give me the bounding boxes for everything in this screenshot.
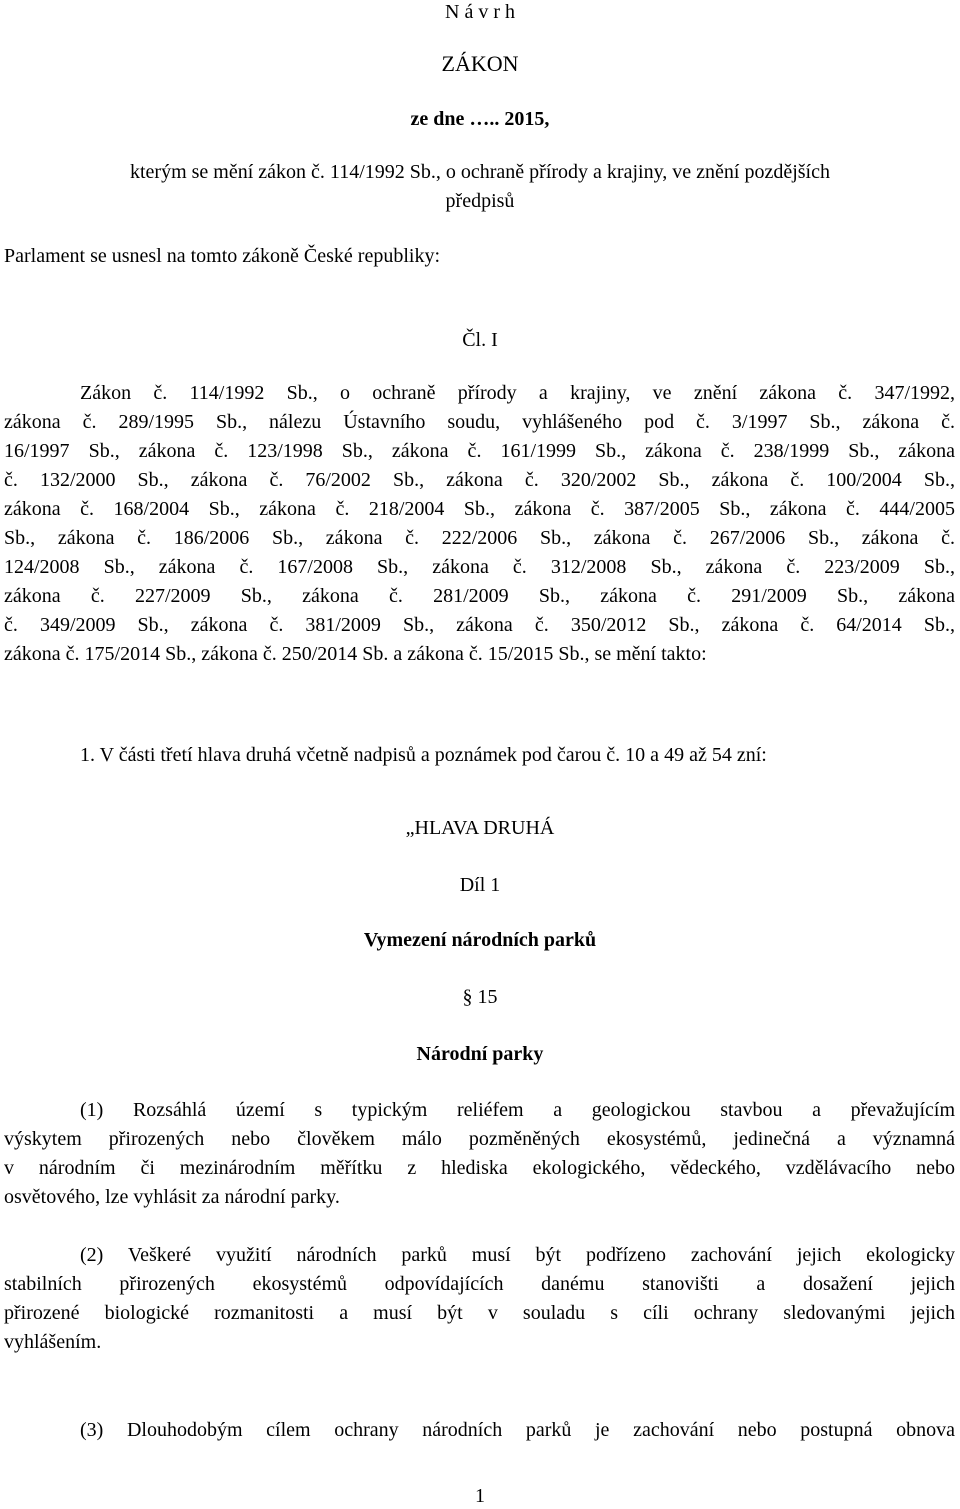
intro-line: Zákon č. 114/1992 Sb., o ochraně přírody a krajiny, ve znění zákona č. 347/1992, [80, 382, 955, 404]
amendment-point-1: 1. V části třetí hlava druhá včetně nadpisů a poznámek pod čarou č. 10 a 49 až 54 zní: [80, 744, 767, 766]
intro-line: zákona č. 289/1995 Sb., nálezu Ústavního soudu, vyhlášeného pod č. 3/1997 Sb., zákona č. [4, 411, 955, 433]
intro-line: zákona č. 175/2014 Sb., zákona č. 250/2014 Sb. a zákona č. 15/2015 Sb., se mění takto: [4, 643, 707, 665]
date-line: ze dne ….. 2015, [410, 108, 550, 130]
paragraph-line: v národním či mezinárodním měřítku z hlediska ekologického, vědeckého, vzdělávacího nebo [4, 1157, 955, 1179]
intro-line: č. 132/2000 Sb., zákona č. 76/2002 Sb., zákona č. 320/2002 Sb., zákona č. 100/2004 Sb., [4, 469, 955, 491]
paragraph-line: (2) Veškeré využití národních parků musí být podřízeno zachování jejich ekologicky [80, 1244, 955, 1266]
intro-line: 16/1997 Sb., zákona č. 123/1998 Sb., zákona č. 161/1999 Sb., zákona č. 238/1999 Sb., zákona [4, 440, 955, 462]
intro-line: 124/2008 Sb., zákona č. 167/2008 Sb., zákona č. 312/2008 Sb., zákona č. 223/2009 Sb., [4, 556, 955, 578]
page-number: 1 [475, 1485, 485, 1507]
paragraph-title: Národní parky [416, 1043, 544, 1065]
paragraph-line: stabilních přirozených ekosystémů odpovídajících danému stanovišti a dosažení jejich [4, 1273, 955, 1295]
hlava-heading: „HLAVA DRUHÁ [405, 817, 555, 839]
subtitle-line-1: kterým se mění zákon č. 114/1992 Sb., o ochraně přírody a krajiny, ve znění pozdějších [130, 161, 830, 183]
paragraph-line: výskytem přirozených nebo člověkem málo pozměněných ekosystémů, jedinečná a významná [4, 1128, 955, 1150]
enacting-clause: Parlament se usnesl na tomto zákoně České republiky: [4, 245, 441, 267]
dil-title: Vymezení národních parků [363, 929, 597, 951]
paragraph-line: osvětového, lze vyhlásit za národní parky. [4, 1186, 340, 1208]
intro-line: Sb., zákona č. 186/2006 Sb., zákona č. 222/2006 Sb., zákona č. 267/2006 Sb., zákona č. [4, 527, 955, 549]
article-heading: Čl. I [462, 329, 498, 351]
intro-line: zákona č. 227/2009 Sb., zákona č. 281/2009 Sb., zákona č. 291/2009 Sb., zákona [4, 585, 955, 607]
subtitle-line-2: předpisů [445, 190, 515, 212]
paragraph-line: (1) Rozsáhlá území s typickým reliéfem a geologickou stavbou a převažujícím [80, 1099, 955, 1121]
draft-label: N á v r h [445, 1, 515, 23]
intro-line: zákona č. 168/2004 Sb., zákona č. 218/2004 Sb., zákona č. 387/2005 Sb., zákona č. 444/2005 [4, 498, 955, 520]
paragraph-line: přirozené biologické rozmanitosti a musí být v souladu s cíli ochrany sledovanými jejich [4, 1302, 955, 1324]
paragraph-line: (3) Dlouhodobým cílem ochrany národních parků je zachování nebo postupná obnova [80, 1419, 955, 1441]
dil-heading: Díl 1 [459, 874, 501, 896]
paragraph-line: vyhlášením. [4, 1331, 102, 1353]
paragraph-mark: § 15 [462, 986, 498, 1008]
intro-line: č. 349/2009 Sb., zákona č. 381/2009 Sb., zákona č. 350/2012 Sb., zákona č. 64/2014 Sb., [4, 614, 955, 636]
law-title: ZÁKON [441, 51, 519, 76]
